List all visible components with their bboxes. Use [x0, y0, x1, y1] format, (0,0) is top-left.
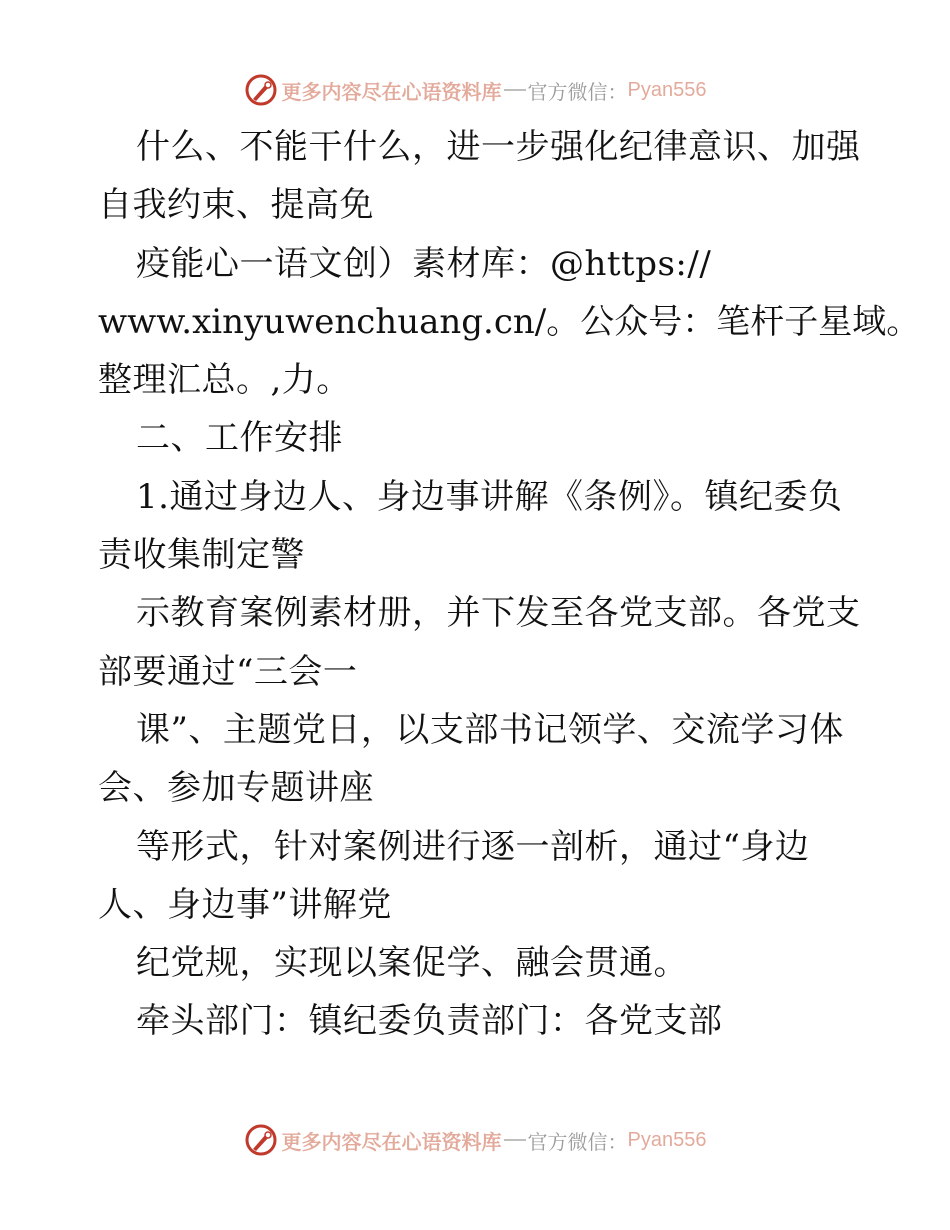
header-watermark-id: Pyan556 — [627, 78, 707, 101]
body-line: 什么、不能干什么，进一步强化纪律意识、加强 — [136, 127, 861, 167]
header-watermark-dash — [504, 89, 526, 91]
footer-watermark-label: 官方微信： — [527, 1129, 628, 1154]
header-watermark — [0, 70, 950, 110]
body-line: www.xinyuwenchuang.cn/。公众号：笔杆子星域。 — [98, 301, 921, 342]
body-line: 部要通过“三会一 — [98, 651, 358, 692]
footer-watermark-dash — [504, 1139, 526, 1141]
footer-watermark-id: Pyan556 — [627, 1128, 707, 1151]
body-line: 自我约束、提高免 — [98, 185, 374, 226]
pen-circle-logo-icon — [244, 1123, 278, 1157]
body-line: 责收集制定警 — [98, 535, 305, 576]
body-line: 牵头部门：镇纪委负责部门：各党支部 — [136, 1001, 723, 1042]
section-heading: 二、工作安排 — [136, 418, 343, 459]
pen-circle-logo-icon — [244, 73, 278, 107]
body-line: 疫能心一语文创）素材库：@https:// — [136, 243, 712, 284]
footer-watermark — [0, 1120, 950, 1160]
body-line: 人、身边事”讲解党 — [98, 884, 392, 925]
body-line: 等形式，针对案例进行逐一剖析，通过“身边 — [136, 826, 810, 867]
header-watermark-label: 官方微信： — [527, 79, 628, 104]
body-line: 纪党规，实现以案促学、融会贯通。 — [136, 943, 688, 984]
body-line: 1.通过身边人、身边事讲解《条例》。镇纪委负 — [136, 476, 843, 517]
document-body — [98, 118, 921, 1051]
body-line: 整理汇总。,力。 — [98, 360, 351, 401]
body-line: 课”、主题党日，以支部书记领学、交流学习体 — [136, 709, 844, 750]
header-watermark-text: 更多内容尽在心语资料库 — [281, 79, 502, 104]
footer-watermark-text: 更多内容尽在心语资料库 — [281, 1129, 502, 1154]
body-line: 会、参加专题讲座 — [98, 768, 374, 809]
body-line: 示教育案例素材册，并下发至各党支部。各党支 — [136, 593, 861, 634]
